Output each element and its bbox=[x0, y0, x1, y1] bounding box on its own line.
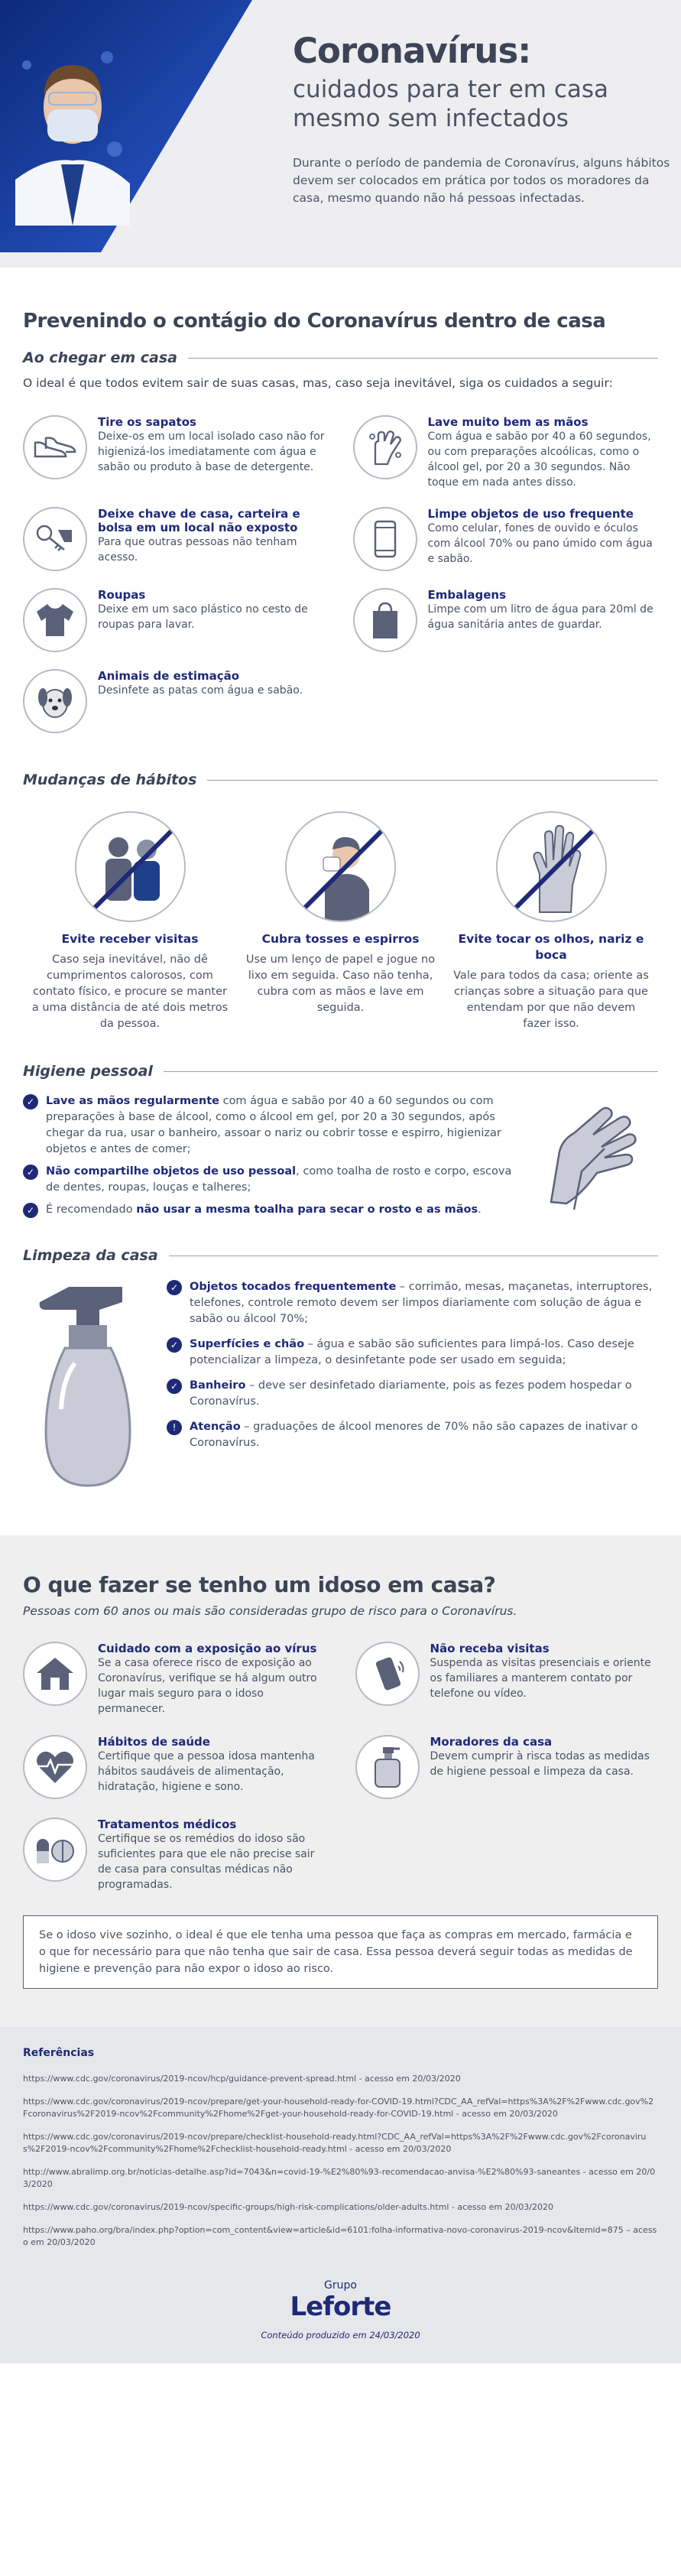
habits-heading-text: Mudanças de hábitos bbox=[23, 772, 197, 788]
produced-date: Conteúdo produzido em 24/03/2020 bbox=[261, 2330, 420, 2340]
no-sneeze-icon bbox=[285, 811, 396, 922]
hero-text bbox=[293, 31, 671, 207]
elderly-lead: Pessoas com 60 anos ou mais são consideradas grupo de risco para o Coronavírus. bbox=[23, 1604, 517, 1618]
item-bold: Objetos tocados frequentemente bbox=[190, 1281, 397, 1293]
list-item bbox=[23, 1202, 513, 1218]
hygiene-heading-text: Higiene pessoal bbox=[23, 1063, 153, 1080]
list-item bbox=[452, 811, 650, 1032]
habit-title: Evite tocar os olhos, nariz e boca bbox=[458, 932, 644, 962]
reference-link[interactable]: https://www.cdc.gov/coronavirus/2019-ncov/prepare/checklist-household-ready.html?CDC_AA_refVal=https%3A%2F%2Fwww.cdc.gov%2Fcoronavirus%2F2019-ncov%2Fcommunity%2Fhome%2Fchecklist-household-ready.html - acesso em 20/03/2020 bbox=[23, 2132, 647, 2154]
no-touch-icon bbox=[496, 811, 607, 922]
item-bold: não usar a mesma toalha para secar o rosto e as mãos bbox=[136, 1204, 478, 1216]
shoes-icon bbox=[23, 415, 87, 479]
list-item bbox=[23, 415, 329, 490]
check-icon: ✓ bbox=[23, 1094, 38, 1109]
hygiene-block bbox=[23, 1080, 658, 1224]
item-bold: Não compartilhe objetos de uso pessoal bbox=[46, 1165, 297, 1178]
pills-icon bbox=[23, 1817, 87, 1882]
check-icon: ✓ bbox=[23, 1165, 38, 1180]
item-title: Cuidado com a exposição ao vírus bbox=[98, 1642, 317, 1655]
list-item bbox=[167, 1378, 658, 1410]
item-text: Como celular, fones de ouvido e óculos com álcool 70% ou pano úmido com água e sabão. bbox=[427, 522, 653, 565]
item-text: Suspenda as visitas presenciais e oriente os familiares a manterem contato por telefone ou vídeo. bbox=[430, 1657, 651, 1700]
elderly-note: Se o idoso vive sozinho, o ideal é que ele tenha uma pessoa que faça as compras em mercado, farmácia e o que for necessário para que não tenha que sair de casa. Essa pessoa deverá seguir todas as medidas de higiene e prevenção para não expor o idoso ao risco. bbox=[23, 1915, 658, 1989]
prevention-title: Prevenindo o contágio do Coronavírus dentro de casa bbox=[23, 310, 606, 333]
list-item bbox=[23, 1642, 326, 1717]
list-item bbox=[242, 811, 440, 1032]
item-text: com água e sabão por 40 a 60 segundos ou com preparações à base de álcool, como o álcool em gel, por 20 a 30 segundos, após chegar da rua, usar o banheiro, assoar o nariz ou cobrir tosse e espirro, higienizar objetos e antes de comer; bbox=[46, 1095, 501, 1155]
habit-text: Vale para todos da casa; oriente as crianças sobre a situação para que entendam por que não devem fazer isso. bbox=[453, 970, 649, 1030]
item-title: Tire os sapatos bbox=[98, 415, 196, 429]
cleaning-heading-text: Limpeza da casa bbox=[23, 1247, 158, 1264]
item-text: Com água e sabão por 40 a 60 segundos, ou com preparações alcoólicas, como o álcool gel, por 20 a 30 segundos. Não toque em nada antes disso. bbox=[427, 430, 651, 489]
list-item bbox=[353, 415, 659, 490]
references-section bbox=[0, 2027, 681, 2363]
dog-icon bbox=[23, 669, 87, 733]
item-text: Para que outras pessoas não tenham acesso. bbox=[98, 536, 297, 564]
prevention-section bbox=[0, 268, 681, 1493]
check-icon: ✓ bbox=[167, 1337, 182, 1353]
list-item bbox=[23, 669, 329, 733]
reference-link[interactable]: https://www.cdc.gov/coronavirus/2019-ncov/prepare/get-your-household-ready-for-COVID-19.html?CDC_AA_refVal=https%3A%2F%2Fwww.cdc.gov%2Fcoronavirus%2F2019-ncov%2Fcommunity%2Fhome%2Fget-your-household-ready-for-COVID-19.html - acesso em 20/03/2020 bbox=[23, 2097, 654, 2119]
references-title: Referências bbox=[23, 2047, 95, 2059]
item-text: – corrimão, mesas, maçanetas, interruptores, telefones, controle remoto devem ser limpos diariamente com solução de água e sabão ou álcool 70%; bbox=[190, 1281, 653, 1325]
item-text: Devem cumprir à risca todas as medidas de higiene pessoal e limpeza da casa. bbox=[430, 1750, 650, 1778]
brand-logo: Leforte bbox=[290, 2292, 391, 2322]
item-text: – graduações de álcool menores de 70% não são capazes de inativar o Coronavírus. bbox=[190, 1421, 638, 1449]
habit-text: Caso seja inevitável, não dê cumprimentos calorosos, com contato físico, e procure se manter a uma distância de até dois metros da pessoa. bbox=[31, 953, 229, 1030]
item-title: Limpe objetos de uso frequente bbox=[427, 507, 634, 521]
divider bbox=[164, 1071, 658, 1072]
hero-subtitle: cuidados para ter em casa mesmo sem infectados bbox=[293, 76, 609, 132]
list-item bbox=[23, 588, 329, 652]
list-item bbox=[23, 1735, 326, 1799]
arrival-list bbox=[23, 415, 658, 733]
elderly-list bbox=[23, 1642, 658, 1892]
list-item bbox=[23, 1093, 513, 1158]
item-text: – deve ser desinfetado diariamente, pois as fezes podem hospedar o Coronavírus. bbox=[190, 1379, 632, 1408]
list-item bbox=[167, 1279, 658, 1327]
item-title: Embalagens bbox=[427, 588, 507, 602]
elderly-section bbox=[0, 1535, 681, 2027]
item-text: Desinfete as patas com água e sabão. bbox=[98, 684, 303, 697]
alert-icon: ! bbox=[167, 1420, 182, 1435]
phone-call-icon bbox=[355, 1642, 420, 1706]
item-bold: Lave as mãos regularmente bbox=[46, 1095, 219, 1107]
shirt-icon bbox=[23, 588, 87, 652]
item-text: . bbox=[478, 1204, 482, 1216]
no-visit-icon bbox=[75, 811, 186, 922]
item-text: Se a casa oferece risco de exposição ao Coronavírus, verifique se há algum outro lugar mais seguro para o idoso permanecer. bbox=[98, 1657, 317, 1715]
brand-group: Grupo bbox=[324, 2279, 357, 2292]
heart-pulse-icon bbox=[23, 1735, 87, 1799]
habit-title: Cubra tosses e espirros bbox=[261, 932, 420, 946]
list-item bbox=[353, 588, 659, 652]
item-text: É recomendado bbox=[46, 1204, 137, 1216]
item-title: Tratamentos médicos bbox=[98, 1817, 237, 1831]
habit-title: Evite receber visitas bbox=[61, 932, 199, 946]
habit-text: Use um lenço de papel e jogue no lixo em seguida. Caso não tenha, cubra com as mãos e lave em seguida. bbox=[245, 953, 436, 1014]
reference-link[interactable]: http://www.abralimp.org.br/noticias-detalhe.asp?id=7043&n=covid-19-%E2%80%93-recomendacao-anvisa-%E2%80%93-saneantes - acesso em 20/03/2020 bbox=[23, 2167, 656, 2189]
house-icon bbox=[23, 1642, 87, 1706]
item-text: Certifique se os remédios do idoso são suficientes para que ele não precise sair de casa para consultas médicas não programadas. bbox=[98, 1833, 315, 1891]
list-item bbox=[167, 1337, 658, 1369]
reference-link[interactable]: https://www.cdc.gov/coronavirus/2019-ncov/specific-groups/high-risk-complications/older-adults.html - acesso em 20/03/2020 bbox=[23, 2202, 553, 2212]
item-text: – água e sabão são suficientes para limpá-los. Caso deseje potencializar a limpeza, o desinfetante pode ser usado em seguida; bbox=[190, 1338, 634, 1366]
item-title: Moradores da casa bbox=[430, 1735, 553, 1749]
bag-icon bbox=[353, 588, 417, 652]
item-title: Lave muito bem as mãos bbox=[427, 415, 589, 429]
list-item bbox=[167, 1419, 658, 1451]
hero-title: Coronavírus: bbox=[293, 31, 531, 71]
item-text: Certifique que a pessoa idosa mantenha hábitos saudáveis de alimentação, hidratação, higiene e sono. bbox=[98, 1750, 315, 1793]
phone-icon bbox=[353, 507, 417, 571]
reference-link[interactable]: https://www.cdc.gov/coronavirus/2019-ncov/hcp/guidance-prevent-spread.html - acesso em 20/03/2020 bbox=[23, 2074, 461, 2084]
item-title: Deixe chave de casa, carteira e bolsa em um local não exposto bbox=[98, 507, 300, 534]
divider bbox=[207, 780, 658, 781]
hand-wash-icon bbox=[353, 415, 417, 479]
item-bold: Banheiro bbox=[190, 1379, 246, 1392]
arrival-heading bbox=[23, 349, 658, 366]
item-text: Deixe-os em um local isolado caso não for higienizá-los imediatamente com água e sabão ou produto à base de detergente. bbox=[98, 430, 325, 473]
list-item bbox=[23, 1817, 326, 1892]
list-item bbox=[353, 507, 659, 571]
item-bold: Superfícies e chão bbox=[190, 1338, 305, 1350]
item-title: Roupas bbox=[98, 588, 146, 602]
item-text: Limpe com um litro de água para 20ml de água sanitária antes de guardar. bbox=[427, 603, 653, 631]
list-item bbox=[23, 1164, 513, 1196]
hygiene-list bbox=[23, 1093, 513, 1224]
item-title: Hábitos de saúde bbox=[98, 1735, 210, 1749]
check-icon: ✓ bbox=[23, 1203, 38, 1218]
list-item bbox=[23, 507, 329, 571]
washing-hands-icon bbox=[528, 1087, 658, 1217]
doctor-mask-illustration bbox=[15, 34, 130, 226]
list-item bbox=[355, 1642, 659, 1717]
elderly-title: O que fazer se tenho um idoso em casa? bbox=[23, 1572, 496, 1597]
cleaning-heading bbox=[23, 1247, 658, 1264]
sanitizer-icon bbox=[355, 1735, 420, 1799]
habits-heading bbox=[23, 772, 658, 788]
item-title: Animais de estimação bbox=[98, 669, 240, 683]
hero-section bbox=[0, 0, 681, 268]
spray-bottle-icon bbox=[23, 1279, 145, 1493]
list-item bbox=[355, 1735, 659, 1799]
arrival-lead: O ideal é que todos evitem sair de suas casas, mas, caso seja inevitável, siga os cuidados a seguir: bbox=[23, 376, 613, 390]
keys-icon bbox=[23, 507, 87, 571]
arrival-heading-text: Ao chegar em casa bbox=[23, 349, 177, 366]
check-icon: ✓ bbox=[167, 1280, 182, 1295]
list-item bbox=[31, 811, 229, 1032]
reference-link[interactable]: https://www.paho.org/bra/index.php?option=com_content&view=article&id=6101:folha-informativa-novo-coronavirus-2019-ncov&Itemid=875 – acesso em 20/03/2020 bbox=[23, 2225, 657, 2247]
item-title: Não receba visitas bbox=[430, 1642, 550, 1655]
habits-list bbox=[23, 811, 658, 1032]
cleaning-block bbox=[23, 1279, 658, 1493]
cleaning-list bbox=[167, 1279, 658, 1457]
item-bold: Atenção bbox=[190, 1421, 241, 1433]
hygiene-heading bbox=[23, 1063, 658, 1080]
check-icon: ✓ bbox=[167, 1379, 182, 1394]
divider bbox=[188, 358, 658, 359]
item-text: , como toalha de rosto e corpo, escova de dentes, roupas, louças e talheres; bbox=[46, 1165, 512, 1194]
item-text: Deixe em um saco plástico no cesto de roupas para lavar. bbox=[98, 603, 308, 631]
hero-description: Durante o período de pandemia de Coronavírus, alguns hábitos devem ser colocados em prática por todos os moradores da casa, mesmo quando não há pessoas infectadas. bbox=[293, 156, 670, 205]
footer bbox=[23, 2259, 658, 2340]
